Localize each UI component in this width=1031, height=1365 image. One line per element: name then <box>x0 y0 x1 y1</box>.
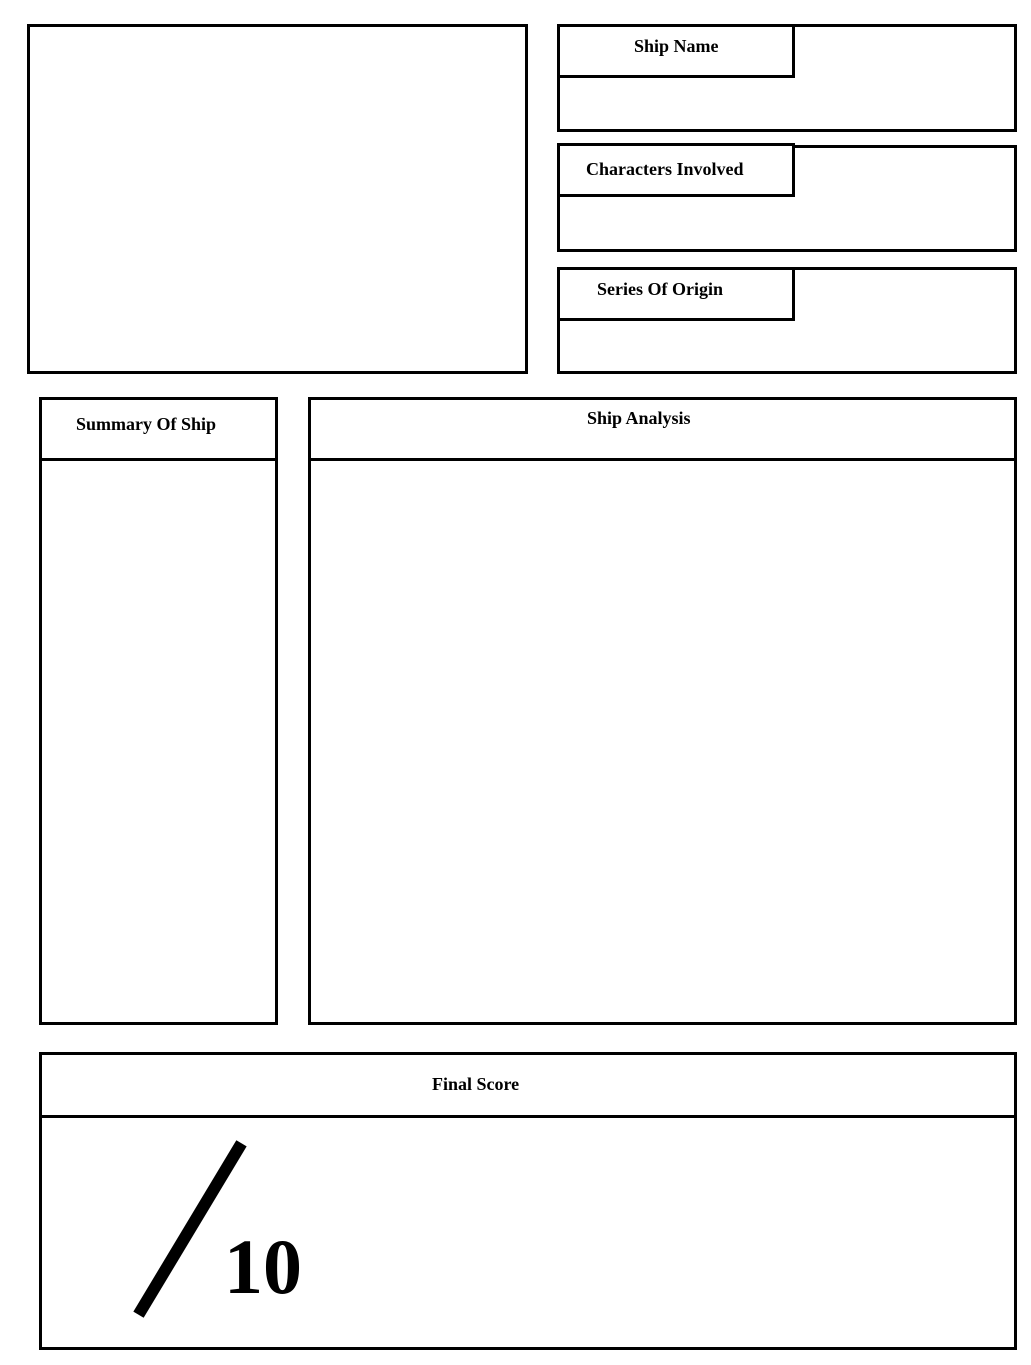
summary-box[interactable] <box>39 397 278 1025</box>
final-score-box[interactable] <box>39 1052 1017 1350</box>
summary-divider <box>39 458 278 461</box>
final-score-label: Final Score <box>432 1074 520 1094</box>
score-denominator: 10 <box>224 1223 302 1310</box>
final-score-divider <box>39 1115 1017 1118</box>
series-label: Series Of Origin <box>597 279 723 299</box>
image-frame[interactable] <box>27 24 528 374</box>
analysis-divider <box>308 458 1017 461</box>
ship-name-label: Ship Name <box>634 36 719 56</box>
analysis-label: Ship Analysis <box>587 408 691 428</box>
summary-label: Summary Of Ship <box>76 414 217 434</box>
analysis-box[interactable] <box>308 397 1017 1025</box>
characters-label: Characters Involved <box>586 159 744 179</box>
